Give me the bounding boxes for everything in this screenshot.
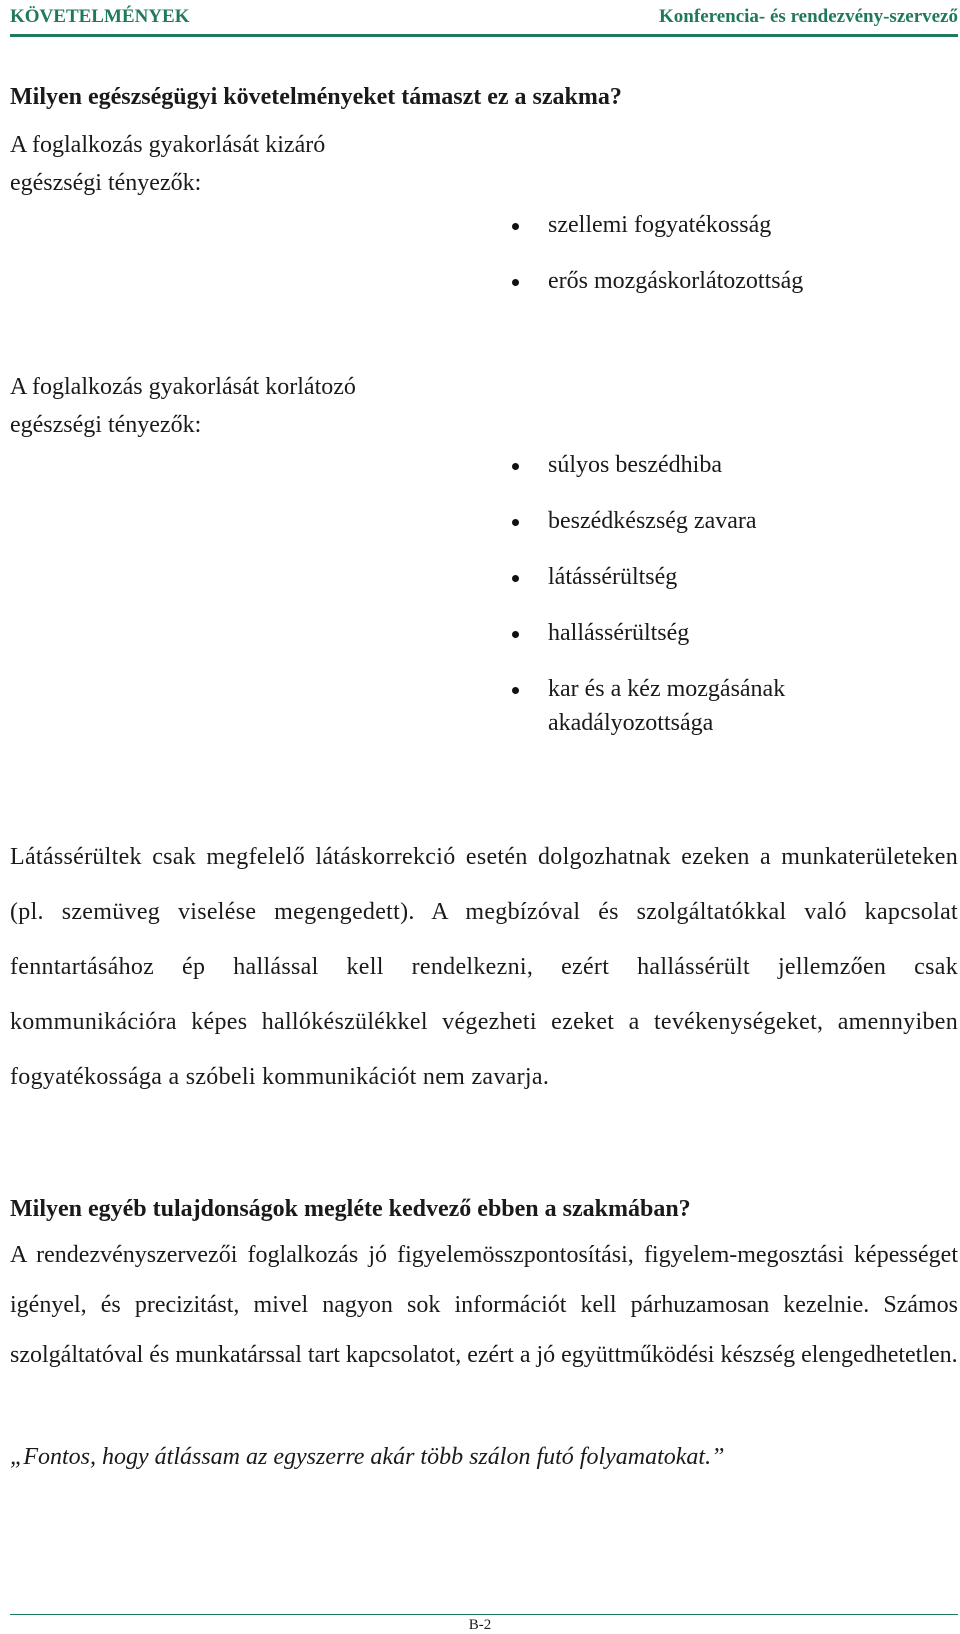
other-qualities-paragraph: A rendezvényszervezői foglalkozás jó figyelemösszpontosítási, figyelem-megosztási képességet igényel, és precizitást, mivel nagyon sok információt kell párhuzamosan kezelnie. Számos szolgáltatóval és munkatárssal tart kapcsolatot, ezért a jó együttműködési készség elengedhetetlen. bbox=[10, 1242, 958, 1368]
list-item: szellemi fogyatékosság bbox=[510, 208, 803, 242]
other-qualities-question: Milyen egyéb tulajdonságok megléte kedvező ebben a szakmában? bbox=[10, 1196, 691, 1222]
header-divider bbox=[10, 34, 958, 37]
list-item: kar és a kéz mozgásának akadályozottsága bbox=[510, 672, 800, 740]
list-item: beszédkészség zavara bbox=[510, 504, 800, 538]
list-item: súlyos beszédhiba bbox=[510, 448, 800, 482]
header-profession-title: Konferencia- és rendezvény-szervező bbox=[659, 6, 958, 27]
excluding-factors-list bbox=[510, 208, 803, 320]
limiting-factors-list bbox=[510, 448, 800, 762]
list-item: erős mozgáskorlátozottság bbox=[510, 264, 803, 298]
health-requirements-question: Milyen egészségügyi követelményeket támaszt ez a szakma? bbox=[10, 84, 622, 110]
list-item: látássérültség bbox=[510, 560, 800, 594]
excluding-label-line2: egészségi tényezők: bbox=[10, 170, 202, 196]
limiting-factors-label bbox=[10, 368, 356, 444]
limiting-label-line1: A foglalkozás gyakorlását korlátozó bbox=[10, 374, 356, 400]
page-number: B-2 bbox=[468, 1617, 492, 1633]
list-item: hallássérültség bbox=[510, 616, 800, 650]
excluding-label-line1: A foglalkozás gyakorlását kizáró bbox=[10, 132, 326, 158]
health-requirements-paragraph: Látássérültek csak megfelelő látáskorrekció esetén dolgozhatnak ezeken a munkaterületeken (pl. szemüveg viselése megengedett). A megbízóval és szolgáltatókkal való kapcsolat fenntartásához ép hallással kell rendelkezni, ezért hallássérült jellemzően csak kommunikációra képes hallókészülékkel végezheti ezeket a tevékenységeket, amennyiben fogyatékossága a szóbeli kommunikációt nem zavarja. bbox=[10, 844, 958, 1090]
excluding-factors-label bbox=[10, 126, 325, 202]
quote: „Fontos, hogy átlássam az egyszerre akár több szálon futó folyamatokat.” bbox=[10, 1444, 725, 1470]
page-header bbox=[10, 6, 958, 34]
header-section-title: KÖVETELMÉNYEK bbox=[10, 6, 190, 27]
footer-divider bbox=[10, 1614, 958, 1615]
limiting-label-line2: egészségi tényezők: bbox=[10, 412, 202, 438]
